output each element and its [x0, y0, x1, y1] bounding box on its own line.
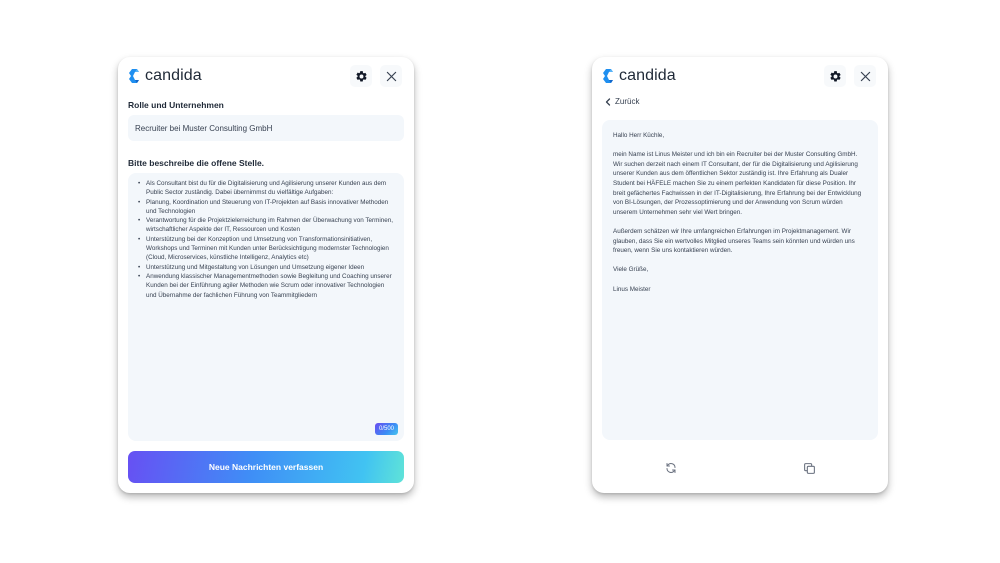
letter-signature: Linus Meister [613, 285, 651, 293]
regenerate-button[interactable] [661, 458, 681, 478]
panel-header [592, 57, 888, 95]
description-item: • Als Consultant bist du für die Digitalisierung und Agilisierung unserer Kunden aus dem Public Sector zuständig. Dabei übernimmst du vielfältige Aufgaben: [136, 179, 396, 198]
copy-icon [803, 462, 816, 475]
candida-logo-icon [128, 68, 141, 84]
panel-header [118, 57, 414, 95]
description-item: • Unterstützung bei der Konzeption und Umsetzung von Transformationsinitiativen, Workshops und Terminen mit Kunden unter Berücksichtigung modernster Technologien (Cloud, Microservices, künstliche Intelligenz, Analytics etc) [136, 235, 396, 263]
letter-paragraph: mein Name ist Linus Meister und ich bin ein Recruiter bei der Muster Consulting GmbH. Wir suchen derzeit nach einem IT Consultant, der für die Digitalisierung und Agilisierung unserer Kunden aus dem öffentlichen Sektor zuständig ist. Ihre Erfahrung als Dualer Student bei HÄFELE machen Sie zu einem perfekten Kandidaten für diese Position. Ihr breit gefächertes Fachwissen in der IT-Digitalisierung, Ihre Erfahrung bei der Entwicklung von BI-Lösungen, der Prozessoptimierung und der Anwendung von Scrum würden unserem Unternehmen sehr viel Wert bringen. [613, 151, 862, 216]
brand [602, 67, 676, 85]
gear-icon [355, 70, 368, 83]
brand-name: candida [145, 67, 202, 84]
close-icon [386, 71, 397, 82]
close-icon [860, 71, 871, 82]
brand [128, 67, 202, 85]
description-label: Bitte beschreibe die offene Stelle. [128, 158, 265, 168]
back-label: Zurück [615, 97, 640, 106]
description-list [136, 179, 396, 300]
refresh-icon [665, 462, 677, 474]
role-input[interactable] [128, 115, 404, 141]
letter-closing: Viele Grüße, [613, 266, 649, 274]
description-item: • Planung, Koordination und Steuerung von IT-Projekten auf Basis innovativer Methoden und Technologien [136, 198, 396, 217]
description-textarea[interactable] [128, 173, 404, 441]
candida-logo-icon [602, 68, 615, 84]
settings-button[interactable] [350, 65, 372, 87]
letter-paragraph: Außerdem schätzen wir Ihre umfangreichen Erfahrungen im Projektmanagement. Wir glauben, dass Sie ein wertvolles Mitglied unseres Teams sein könnten und würden uns freuen, wenn Sie uns kontaktieren würden. [613, 227, 855, 255]
brand-name: candida [619, 67, 676, 84]
letter-greeting: Hallo Herr Küchle, [613, 132, 665, 139]
gear-icon [829, 70, 842, 83]
description-item: • Unterstützung und Mitgestaltung von Lösungen und Umsetzung eigener Ideen [136, 263, 396, 272]
composer-panel [118, 57, 414, 493]
copy-button[interactable] [799, 458, 819, 478]
role-label: Rolle und Unternehmen [128, 100, 224, 110]
description-item: • Anwendung klassischer Managementmethoden sowie Begleitung und Coaching unserer Kunden bei der Einführung agiler Methoden wie Scrum oder innovativer Technologien und Übernahme der fachlichen Führung von Teammitgliedern [136, 272, 396, 300]
chevron-left-icon [605, 98, 611, 106]
settings-button[interactable] [824, 65, 846, 87]
description-item: • Verantwortung für die Projektzielerreichung im Rahmen der Überwachung von Terminen, wirtschaftlicher Aspekte der IT, Ressourcen und Kosten [136, 216, 396, 235]
result-actions [592, 457, 888, 481]
result-panel [592, 57, 888, 493]
compose-messages-button[interactable]: Neue Nachrichten verfassen [128, 451, 404, 483]
role-input-value: Recruiter bei Muster Consulting GmbH [135, 123, 273, 133]
back-link[interactable] [605, 97, 639, 106]
generated-message[interactable] [602, 120, 878, 440]
close-button[interactable] [380, 65, 402, 87]
close-button[interactable] [854, 65, 876, 87]
char-counter-badge: 0/500 [375, 423, 398, 435]
